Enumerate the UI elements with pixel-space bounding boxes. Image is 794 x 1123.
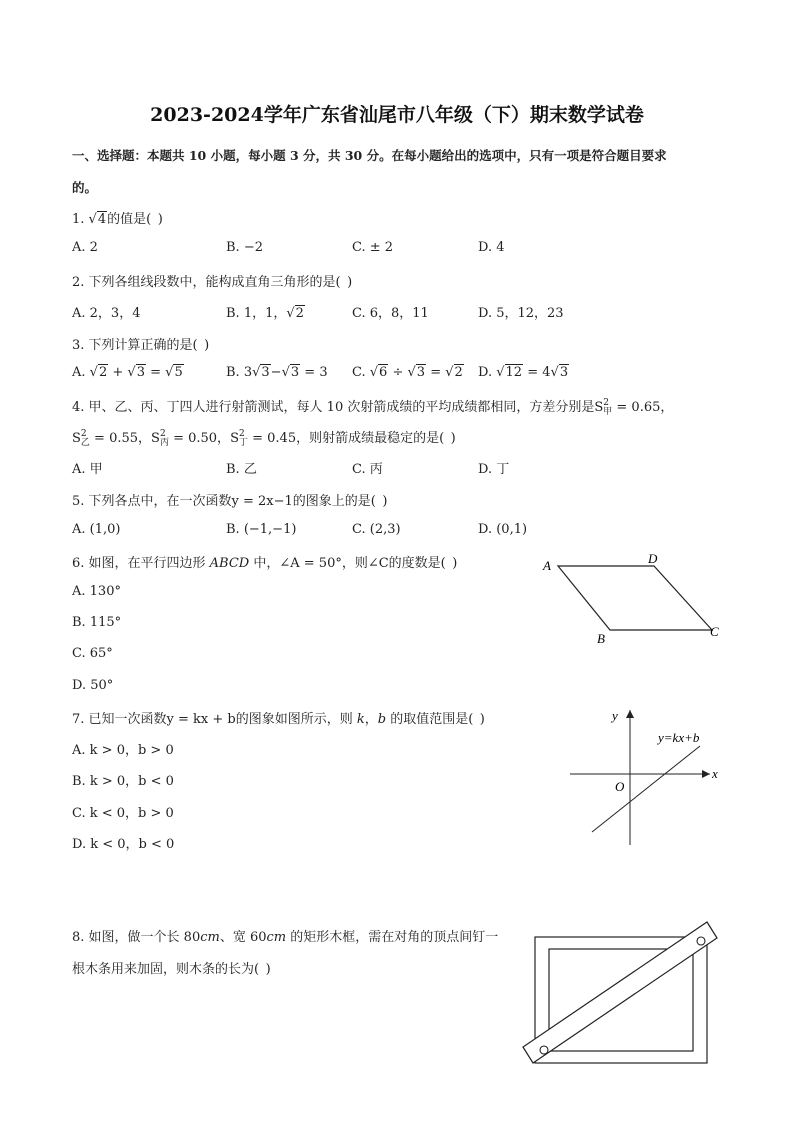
q4-option-c: C. 丙: [352, 462, 383, 477]
question-8: 8. 如图，做一个长 80cm、宽 60cm 的矩形木框，需在对角的顶点间钉一: [72, 930, 499, 945]
q3-option-c: C. √6 ÷ √3 = √2: [352, 365, 463, 380]
q4-option-b: B. 乙: [226, 462, 257, 477]
x-axis-arrow: [702, 770, 710, 778]
line-equation-label: y=kx+b: [658, 730, 700, 745]
q5-option-d: D. (0,1): [478, 522, 528, 537]
q7-option-b: B. k > 0，b < 0: [72, 774, 174, 789]
section-heading-cont: 的。: [72, 180, 98, 195]
q2-option-a: A. 2，3，4: [72, 306, 141, 321]
parallelogram-shape: [558, 566, 712, 630]
parallelogram-figure: [530, 548, 730, 648]
q4-option-d: D. 丁: [478, 462, 510, 477]
q1-option-c: C. ± 2: [352, 240, 394, 255]
question-7: 7. 已知一次函数y = kx + b的图象如图所示，则 k，b 的取值范围是( ): [72, 712, 485, 727]
vertex-b-label: B: [597, 631, 605, 646]
nail-bottom-left: [540, 1046, 548, 1054]
question-3: 3. 下列计算正确的是( ): [72, 338, 210, 353]
question-6: 6. 如图，在平行四边形 ABCD 中，∠A = 50°，则∠C的度数是( ): [72, 556, 458, 571]
wooden-frame-figure: [520, 920, 730, 1070]
linear-function-graph: [560, 700, 730, 850]
q6-option-a: A. 130°: [72, 584, 121, 599]
q1-option-b: B. −2: [226, 240, 263, 255]
vertex-a-label: A: [543, 558, 551, 573]
question-5: 5. 下列各点中，在一次函数y = 2x−1的图象上的是( ): [72, 494, 388, 509]
question-8-cont: 根木条用来加固，则木条的长为( ): [72, 962, 271, 977]
question-2: 2. 下列各组线段数中，能构成直角三角形的是( ): [72, 275, 353, 290]
sqrt-expression: √4: [88, 212, 107, 227]
q5-option-c: C. (2,3): [352, 522, 401, 537]
q5-option-a: A. (1,0): [72, 522, 121, 537]
function-line: [592, 746, 700, 832]
q1-option-d: D. 4: [478, 240, 505, 255]
section-heading: 一、选择题：本题共 10 小题，每小题 3 分，共 30 分。在每小题给出的选项中，只有一项是符合题目要求: [72, 148, 667, 163]
vertex-d-label: D: [648, 551, 658, 566]
q4-option-a: A. 甲: [72, 462, 103, 477]
x-axis-label: x: [712, 766, 718, 781]
question-4: 4. 甲、乙、丙、丁四人进行射箭测试，每人 10 次射箭成绩的平均成绩都相同，方差分别是S2 甲 = 0.65，: [72, 397, 674, 417]
q6-option-d: D. 50°: [72, 678, 114, 693]
q2-option-b: B. 1，1，√2: [226, 306, 304, 321]
nail-top-right: [697, 937, 705, 945]
q6-option-c: C. 65°: [72, 646, 113, 661]
question-1: 1. √4的值是( ): [72, 212, 163, 227]
q7-option-a: A. k > 0，b > 0: [72, 743, 174, 758]
page-title: 2023-2024学年广东省汕尾市八年级（下）期末数学试卷: [150, 104, 644, 126]
origin-label: O: [615, 779, 625, 794]
q6-option-b: B. 115°: [72, 615, 122, 630]
q5-option-b: B. (−1,−1): [226, 522, 297, 537]
q3-option-b: B. 3√3−√3 = 3: [226, 365, 328, 380]
y-axis-label: y: [612, 708, 618, 723]
q1-option-a: A. 2: [72, 240, 98, 255]
q7-option-c: C. k < 0，b > 0: [72, 806, 174, 821]
vertex-c-label: C: [710, 624, 719, 639]
q3-option-a: A. √2 + √3 = √5: [72, 365, 183, 380]
q2-option-d: D. 5，12，23: [478, 306, 564, 321]
q3-option-d: D. √12 = 4√3: [478, 365, 569, 380]
question-4-cont: S2 乙 = 0.55，S2 丙 = 0.50，S2 丁 = 0.45，则射箭成绩最稳定的是( ): [72, 428, 456, 448]
q7-option-d: D. k < 0，b < 0: [72, 837, 175, 852]
q2-option-c: C. 6，8，11: [352, 306, 429, 321]
y-axis-arrow: [626, 710, 634, 718]
